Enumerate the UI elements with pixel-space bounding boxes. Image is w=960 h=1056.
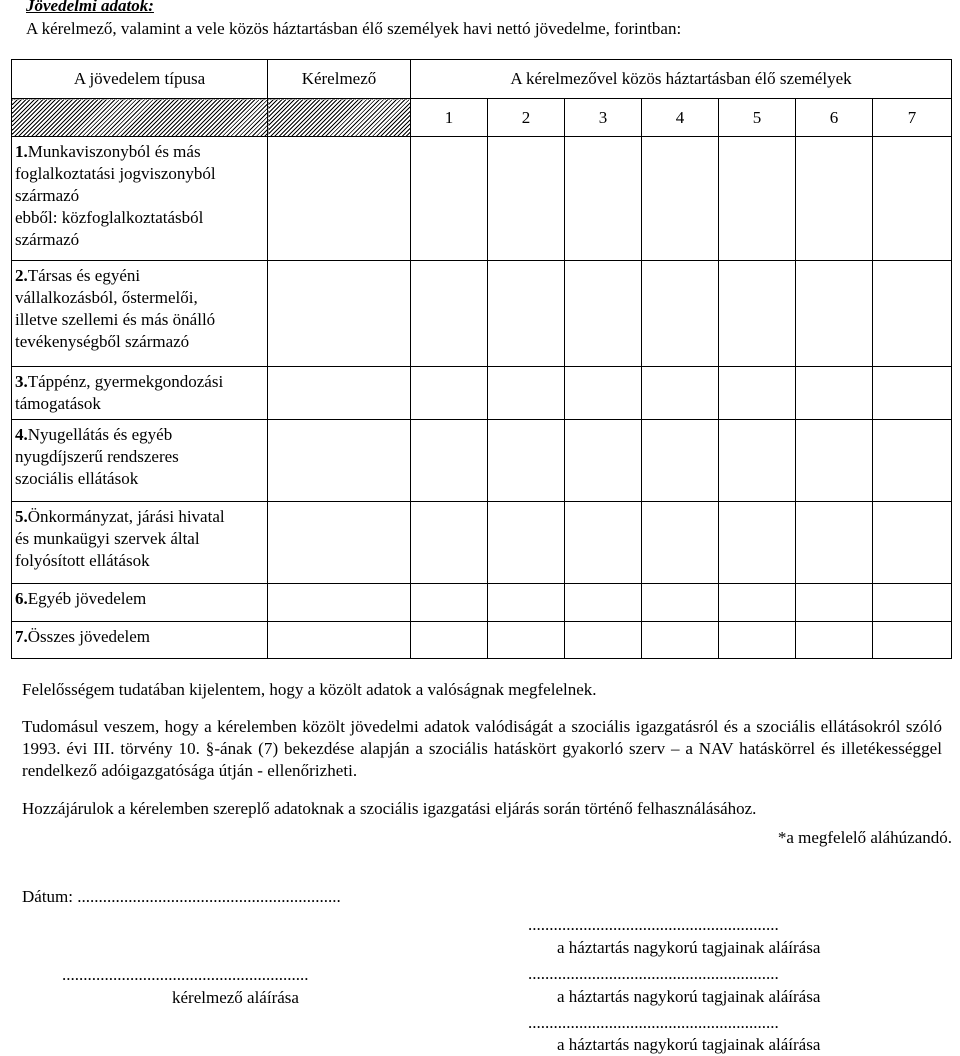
member-amount-cell[interactable] <box>719 622 796 659</box>
member-number: 3 <box>565 99 642 137</box>
member-amount-cell[interactable] <box>873 420 952 502</box>
member-amount-cell[interactable] <box>411 137 488 261</box>
income-row-number: 6. <box>15 589 28 608</box>
income-row <box>12 367 952 420</box>
member-amount-cell[interactable] <box>565 261 642 367</box>
member-amount-cell[interactable] <box>565 584 642 622</box>
member-amount-cell[interactable] <box>411 622 488 659</box>
income-type-line: illetve szellemi és más önálló <box>15 310 216 329</box>
income-row-number: 5. <box>15 507 28 526</box>
header-household: A kérelmezővel közös háztartásban élő személyek <box>411 60 952 99</box>
income-type-line: folyósított ellátások <box>15 551 150 570</box>
income-type-label <box>12 502 268 584</box>
member-number: 6 <box>796 99 873 137</box>
income-type-line: Önkormányzat, járási hivatal <box>27 507 225 526</box>
applicant-amount-cell[interactable] <box>268 367 411 420</box>
date-field[interactable]: Dátum: .............................................................. <box>22 887 341 906</box>
member-amount-cell[interactable] <box>719 502 796 584</box>
member-amount-cell[interactable] <box>796 137 873 261</box>
underline-note: *a megfelelő aláhúzandó. <box>777 828 952 847</box>
income-row-number: 7. <box>15 627 28 646</box>
applicant-amount-cell[interactable] <box>268 137 411 261</box>
applicant-amount-cell[interactable] <box>268 420 411 502</box>
income-row <box>12 137 952 261</box>
member-amount-cell[interactable] <box>719 367 796 420</box>
applicant-signature-label: kérelmező aláírása <box>172 988 299 1007</box>
member-number: 5 <box>719 99 796 137</box>
member-number: 2 <box>488 99 565 137</box>
member-signature-line[interactable]: ........................................................... <box>528 964 779 983</box>
income-type-line: Munkaviszonyból és más <box>27 142 201 161</box>
member-number: 1 <box>411 99 488 137</box>
income-type-line: ebből: közfoglalkoztatásból <box>15 208 204 227</box>
income-table <box>11 59 952 659</box>
member-signature-label: a háztartás nagykorú tagjainak aláírása <box>557 987 821 1006</box>
header-applicant: Kérelmező <box>268 60 411 99</box>
income-row <box>12 584 952 622</box>
income-type-line: Nyugellátás és egyéb <box>27 425 173 444</box>
member-amount-cell[interactable] <box>488 502 565 584</box>
member-amount-cell[interactable] <box>488 584 565 622</box>
member-amount-cell[interactable] <box>565 137 642 261</box>
member-amount-cell[interactable] <box>796 420 873 502</box>
member-amount-cell[interactable] <box>488 261 565 367</box>
income-type-line: származó <box>15 186 80 205</box>
member-amount-cell[interactable] <box>488 622 565 659</box>
member-amount-cell[interactable] <box>488 137 565 261</box>
table-header-row <box>12 60 952 99</box>
member-amount-cell[interactable] <box>642 502 719 584</box>
applicant-amount-cell[interactable] <box>268 622 411 659</box>
member-amount-cell[interactable] <box>719 420 796 502</box>
member-amount-cell[interactable] <box>565 502 642 584</box>
member-amount-cell[interactable] <box>796 622 873 659</box>
income-row <box>12 420 952 502</box>
member-amount-cell[interactable] <box>642 367 719 420</box>
applicant-amount-cell[interactable] <box>268 502 411 584</box>
member-amount-cell[interactable] <box>796 502 873 584</box>
member-signature-line[interactable]: ........................................................... <box>528 1013 779 1032</box>
income-row <box>12 502 952 584</box>
income-type-line: és munkaügyi szervek által <box>15 529 200 548</box>
member-signature-label: a háztartás nagykorú tagjainak aláírása <box>557 938 821 957</box>
member-amount-cell[interactable] <box>873 622 952 659</box>
applicant-amount-cell[interactable] <box>268 261 411 367</box>
section-subtitle: A kérelmező, valamint a vele közös háztartásban élő személyek havi nettó jövedelme, forintban: <box>26 19 682 38</box>
income-type-line: szociális ellátások <box>15 469 139 488</box>
member-amount-cell[interactable] <box>411 584 488 622</box>
member-number: 4 <box>642 99 719 137</box>
income-type-line: tevékenységből származó <box>15 332 190 351</box>
member-signature-line[interactable]: ........................................................... <box>528 915 779 934</box>
statement-consent: Hozzájárulok a kérelemben szereplő adatoknak a szociális igazgatási eljárás során történő felhasználásához. <box>22 799 757 818</box>
hatched-cell <box>268 99 411 137</box>
header-income-type: A jövedelem típusa <box>12 60 268 99</box>
income-row <box>12 261 952 367</box>
member-amount-cell[interactable] <box>565 622 642 659</box>
income-type-line: támogatások <box>15 394 101 413</box>
member-amount-cell[interactable] <box>642 261 719 367</box>
income-row-number: 2. <box>15 266 28 285</box>
income-row <box>12 622 952 659</box>
income-type-line: Társas és egyéni <box>27 266 141 285</box>
applicant-amount-cell[interactable] <box>268 584 411 622</box>
statement-verification: Tudomásul veszem, hogy a kérelemben közölt jövedelmi adatok valódiságát a szociális igazgatásról és a szociális ellátásokról szóló 1993. évi III. törvény 10. §-ának (7) bekezdése alapján a szociális hatáskört gyakorló szerv – a NAV hatáskörrel és illetékességgel rendelkező adóigazgatósága útján - ellenőrizheti. <box>22 717 942 780</box>
income-type-label <box>12 261 268 367</box>
income-row-number: 3. <box>15 372 28 391</box>
income-type-label <box>12 622 268 659</box>
member-amount-cell[interactable] <box>796 584 873 622</box>
member-amount-cell[interactable] <box>642 137 719 261</box>
income-type-label <box>12 420 268 502</box>
income-type-label <box>12 367 268 420</box>
member-amount-cell[interactable] <box>411 502 488 584</box>
member-amount-cell[interactable] <box>796 367 873 420</box>
member-amount-cell[interactable] <box>642 584 719 622</box>
member-number: 7 <box>873 99 952 137</box>
statement-responsibility: Felelősségem tudatában kijelentem, hogy a közölt adatok a valóságnak megfelelnek. <box>22 680 597 699</box>
income-row-number: 1. <box>15 142 28 161</box>
section-title: Jövedelmi adatok: <box>26 0 154 15</box>
income-type-line: Összes jövedelem <box>27 627 151 646</box>
income-rows <box>12 137 952 659</box>
income-type-label <box>12 137 268 261</box>
member-amount-cell[interactable] <box>719 261 796 367</box>
member-amount-cell[interactable] <box>565 420 642 502</box>
member-signature-label: a háztartás nagykorú tagjainak aláírása <box>557 1035 821 1054</box>
hatched-cell <box>12 99 268 137</box>
member-amount-cell[interactable] <box>488 367 565 420</box>
member-amount-cell[interactable] <box>411 261 488 367</box>
applicant-signature-line[interactable]: .......................................................... <box>62 965 309 984</box>
income-type-line: foglalkoztatási jogviszonyból <box>15 164 216 183</box>
member-amount-cell[interactable] <box>719 137 796 261</box>
income-type-line: Egyéb jövedelem <box>27 589 147 608</box>
member-amount-cell[interactable] <box>873 367 952 420</box>
member-number-row <box>12 99 952 137</box>
member-amount-cell[interactable] <box>411 420 488 502</box>
member-amount-cell[interactable] <box>411 367 488 420</box>
income-type-line: vállalkozásból, őstermelői, <box>15 288 198 307</box>
member-amount-cell[interactable] <box>873 137 952 261</box>
member-amount-cell[interactable] <box>642 420 719 502</box>
member-amount-cell[interactable] <box>719 584 796 622</box>
member-amount-cell[interactable] <box>488 420 565 502</box>
income-type-line: nyugdíjszerű rendszeres <box>15 447 179 466</box>
income-type-line: származó <box>15 230 80 249</box>
member-amount-cell[interactable] <box>873 584 952 622</box>
income-type-line: Táppénz, gyermekgondozási <box>27 372 224 391</box>
member-amount-cell[interactable] <box>873 502 952 584</box>
income-type-label <box>12 584 268 622</box>
member-amount-cell[interactable] <box>873 261 952 367</box>
income-row-number: 4. <box>15 425 28 444</box>
member-amount-cell[interactable] <box>642 622 719 659</box>
member-amount-cell[interactable] <box>796 261 873 367</box>
member-amount-cell[interactable] <box>565 367 642 420</box>
